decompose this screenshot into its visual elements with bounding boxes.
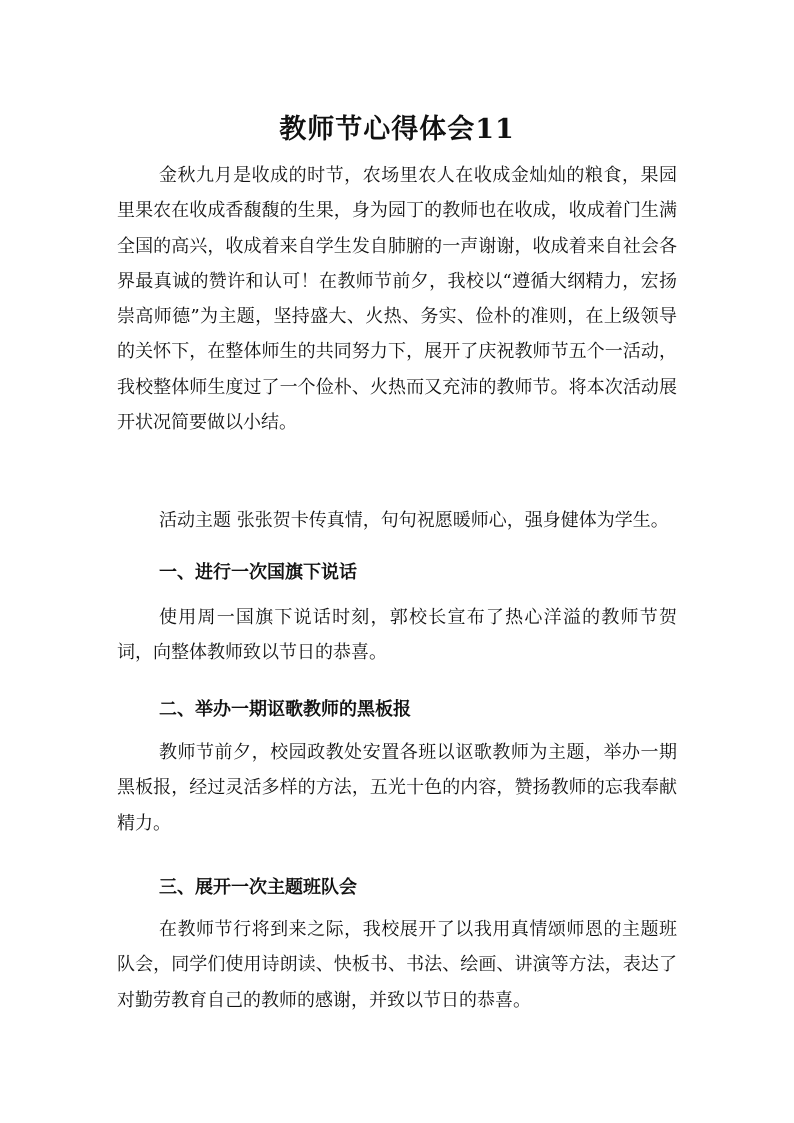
theme-paragraph: 活动主题 张张贺卡传真情，句句祝愿暖师心，强身健体为学生。: [159, 510, 669, 531]
section-heading-1: 一、进行一次国旗下说话: [159, 562, 357, 583]
intro-paragraph: 金秋九月是收成的时节，农场里农人在收成金灿灿的粮食，果园里果农在收成香馥馥的生果，身为园丁的教师也在收成，收成着门生满全国的高兴，收成着来自学生发自肺腑的一声谢谢，收成着来自社会各界最真诚的赞许和认可！在教师节前夕，我校以“遵循大纲精力，宏扬崇高师德”为主题，坚持盛大、火热、务实、俭朴的准则，在上级领导的关怀下，在整体师生的共同努力下，展开了庆祝教师节五个一活动，我校整体师生度过了一个俭朴、火热而又充沛的教师节。将本次活动展开状况简要做以小结。: [117, 165, 677, 434]
section-body-2: 教师节前夕，校园政教处安置各班以讴歌教师为主题，举办一期黑板报，经过灵活多样的方法，五光十色的内容，赞扬教师的忘我奉献精力。: [117, 742, 677, 834]
page-title: 教师节心得体会11: [279, 114, 515, 145]
section-heading-3: 三、展开一次主题班队会: [159, 877, 357, 898]
section-body-3: 在教师节行将到来之际，我校展开了以我用真情颂师恩的主题班队会，同学们使用诗朗读、快板书、书法、绘画、讲演等方法，表达了对勤劳教育自己的教师的感谢，并致以节日的恭喜。: [117, 919, 677, 1011]
section-body-1: 使用周一国旗下说话时刻，郭校长宣布了热心洋溢的教师节贺词，向整体教师致以节日的恭喜。: [117, 607, 677, 664]
section-heading-2: 二、举办一期讴歌教师的黑板报: [159, 699, 411, 720]
